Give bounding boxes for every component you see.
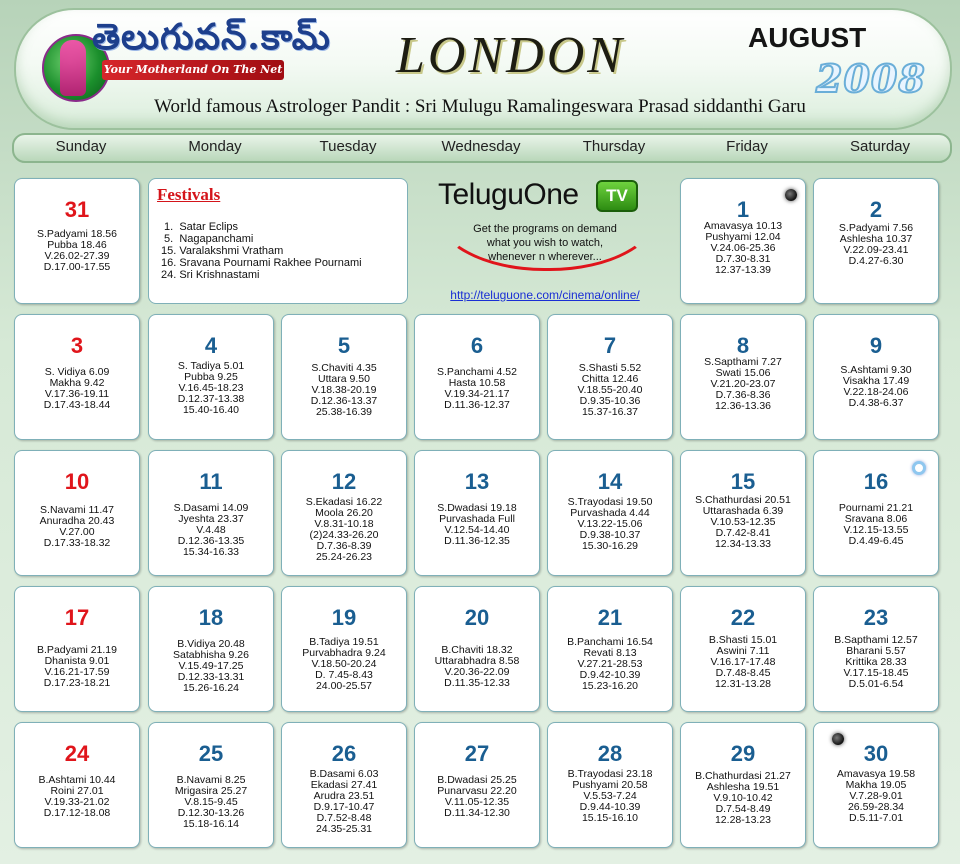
day-number: 3 — [70, 333, 84, 358]
day-panchang: S.Padyami 18.56 Pubba 18.46 V.26.02-27.39 D.17.00-17.55 — [37, 228, 117, 273]
day-number: 30 — [863, 741, 889, 766]
new-moon-icon — [785, 189, 797, 201]
year-title: 2008 — [816, 56, 926, 101]
day-cell[interactable] — [547, 586, 673, 712]
weekday-label: Monday — [188, 138, 242, 155]
astrologer-credit: World famous Astrologer Pandit : Sri Mulugu Ramalingeswara Prasad siddanthi Garu — [154, 96, 806, 117]
day-number: 1 — [736, 197, 750, 222]
day-number: 12 — [331, 469, 357, 494]
day-panchang: B.Navami 8.25 Mrigasira 25.27 V.8.15-9.45 D.12.30-13.26 15.18-16.14 — [174, 774, 248, 830]
day-number: 9 — [869, 333, 883, 358]
day-panchang: S.Chathurdasi 20.51 Uttarashada 6.39 V.10.53-12.35 D.7.42-8.41 12.34-13.33 — [695, 494, 791, 550]
full-moon-icon — [912, 461, 926, 475]
day-cell[interactable] — [281, 586, 407, 712]
festival-item: 24. Sri Krishnastami — [161, 269, 260, 281]
festivals-box — [148, 178, 408, 304]
festival-item: 1. Satar Eclips — [161, 221, 239, 233]
day-cell[interactable] — [148, 314, 274, 440]
day-panchang: S.Dasami 14.09 Jyeshta 23.37 V.4.48 D.12.36-13.35 15.34-16.33 — [173, 502, 249, 558]
day-cell[interactable] — [680, 722, 806, 848]
day-number: 10 — [64, 469, 90, 494]
day-number: 24 — [64, 741, 90, 766]
day-number: 29 — [730, 741, 756, 766]
day-panchang: S.Ashtami 9.30 Visakha 17.49 V.22.18-24.06 D.4.38-6.37 — [840, 364, 912, 409]
day-number: 15 — [730, 469, 756, 494]
day-cell[interactable] — [680, 178, 806, 304]
festivals-title: Festivals — [157, 185, 221, 204]
dancer-logo-icon — [60, 40, 86, 96]
day-panchang: B.Dwadasi 25.25 Punarvasu 22.20 V.11.05-12.35 D.11.34-12.30 — [437, 774, 517, 819]
day-panchang: Amavasya 19.58 Makha 19.05 V.7.28-9.01 26.59-28.34 D.5.11-7.01 — [836, 768, 916, 824]
day-panchang: B.Ashtami 10.44 Roini 27.01 V.19.33-21.02 D.17.12-18.08 — [38, 774, 116, 819]
day-cell[interactable] — [813, 314, 939, 440]
day-cell[interactable] — [813, 178, 939, 304]
day-cell[interactable] — [14, 314, 140, 440]
site-logo-text[interactable]: తెలుగువన్.కామ్ — [92, 16, 331, 58]
day-cell[interactable] — [281, 314, 407, 440]
weekday-label: Sunday — [55, 138, 107, 155]
weekday-label: Tuesday — [319, 138, 377, 155]
teluguone-tv-promo[interactable] — [414, 178, 676, 304]
day-panchang: B.Trayodasi 23.18 Pushyami 20.58 V.5.53-7.24 D.9.44-10.39 15.15-16.10 — [567, 768, 653, 824]
day-number: 31 — [64, 197, 90, 222]
day-panchang: B.Panchami 16.54 Revati 8.13 V.27.21-28.53 D.9.42-10.39 15.23-16.20 — [567, 636, 653, 692]
day-cell[interactable] — [547, 722, 673, 848]
day-cell[interactable] — [148, 586, 274, 712]
day-panchang: B.Chathurdasi 21.27 Ashlesha 19.51 V.9.10-10.42 D.7.54-8.49 12.28-13.23 — [695, 770, 791, 826]
day-cell[interactable] — [14, 722, 140, 848]
day-panchang: S.Ekadasi 16.22 Moola 26.20 V.8.31-10.18 (2)24.33-26.20 D.7.36-8.39 25.24-26.23 — [305, 496, 383, 563]
day-cell[interactable] — [813, 722, 939, 848]
day-number: 5 — [337, 333, 351, 358]
day-panchang: B.Shasti 15.01 Aswini 7.11 V.16.17-17.48 D.7.48-8.45 12.31-13.28 — [708, 634, 778, 690]
day-panchang: S.Sapthami 7.27 Swati 15.06 V.21.20-23.07 D.7.36-8.36 12.36-13.36 — [704, 356, 782, 412]
new-moon-icon — [832, 733, 844, 745]
day-number: 2 — [869, 197, 883, 222]
festival-item: 16. Sravana Pournami Rakhee Pournami — [161, 257, 362, 269]
day-cell[interactable] — [547, 450, 673, 576]
promo-text: Get the programs on demand what you wish to watch, whenever n wherever... — [473, 223, 617, 263]
day-number: 27 — [464, 741, 490, 766]
day-cell[interactable] — [813, 586, 939, 712]
festival-item: 15. Varalakshmi Vratham — [161, 245, 284, 257]
day-number: 6 — [470, 333, 484, 358]
day-cell[interactable] — [14, 586, 140, 712]
promo-link[interactable]: http://teluguone.com/cinema/online/ — [450, 288, 640, 302]
weekday-label: Friday — [726, 138, 768, 155]
day-cell[interactable] — [281, 722, 407, 848]
day-number: 28 — [597, 741, 623, 766]
day-number: 4 — [204, 333, 218, 358]
day-panchang: B.Sapthami 12.57 Bharani 5.57 Krittika 28.33 V.17.15-18.45 D.5.01-6.54 — [834, 634, 918, 690]
weekday-label: Saturday — [849, 138, 911, 155]
day-cell[interactable] — [813, 450, 939, 576]
city-title: LONDON — [396, 27, 625, 84]
day-number: 8 — [736, 333, 750, 358]
day-panchang: S. Tadiya 5.01 Pubba 9.25 V.16.45-18.23 D.12.37-13.38 15.40-16.40 — [177, 360, 245, 416]
day-cell[interactable] — [547, 314, 673, 440]
day-number: 17 — [64, 605, 90, 630]
day-panchang: B.Padyami 21.19 Dhanista 9.01 V.16.21-17.59 D.17.23-18.21 — [37, 644, 117, 689]
day-panchang: B.Chaviti 18.32 Uttarabhadra 8.58 V.20.36-22.09 D.11.35-12.33 — [434, 644, 520, 689]
day-number: 23 — [863, 605, 889, 630]
day-number: 26 — [331, 741, 357, 766]
day-cell[interactable] — [148, 722, 274, 848]
day-number: 13 — [464, 469, 490, 494]
teluguone-brand[interactable]: TeluguOne — [438, 178, 579, 211]
day-panchang: B.Vidiya 20.48 Satabhisha 9.26 V.15.49-17.25 D.12.33-13.31 15.26-16.24 — [173, 638, 249, 694]
day-panchang: S.Padyami 7.56 Ashlesha 10.37 V.22.09-23.41 D.4.27-6.30 — [838, 222, 914, 267]
day-cell[interactable] — [281, 450, 407, 576]
festival-item: 5. Nagapanchami — [161, 233, 254, 245]
day-cell[interactable] — [414, 722, 540, 848]
festivals-list — [161, 221, 362, 281]
day-panchang: S. Vidiya 6.09 Makha 9.42 V.17.36-19.11 D.17.43-18.44 — [43, 366, 111, 411]
day-cell[interactable] — [148, 450, 274, 576]
day-panchang: B.Tadiya 19.51 Purvabhadra 9.24 V.18.50-20.24 D. 7.45-8.43 24.00-25.57 — [302, 636, 386, 692]
day-number: 20 — [464, 605, 490, 630]
day-number: 14 — [597, 469, 623, 494]
day-number: 19 — [331, 605, 357, 630]
day-cell[interactable] — [14, 178, 140, 304]
day-number: 25 — [198, 741, 224, 766]
day-number: 21 — [597, 605, 623, 630]
day-panchang: B.Dasami 6.03 Ekadasi 27.41 Arudra 23.51 D.9.17-10.47 D.7.52-8.48 24.35-25.31 — [309, 768, 379, 835]
day-cell[interactable] — [14, 450, 140, 576]
day-number: 11 — [199, 469, 223, 494]
day-cell[interactable] — [414, 586, 540, 712]
day-panchang: S.Navami 11.47 Anuradha 20.43 V.27.00 D.17.33-18.32 — [39, 504, 115, 549]
day-panchang: S.Dwadasi 19.18 Purvashada Full V.12.54-14.40 D.11.36-12.35 — [437, 502, 517, 547]
day-panchang: Pournami 21.21 Sravana 8.06 V.12.15-13.55 D.4.49-6.45 — [838, 502, 914, 547]
day-panchang: S.Chaviti 4.35 Uttara 9.50 V.18.38-20.19 D.12.36-13.37 25.38-16.39 — [310, 362, 378, 418]
day-number: 22 — [730, 605, 756, 630]
day-cell[interactable] — [414, 450, 540, 576]
day-number: 16 — [863, 469, 889, 494]
month-title: AUGUST — [748, 22, 867, 53]
weekday-label: Wednesday — [441, 138, 521, 155]
day-panchang: S.Shasti 5.52 Chitta 12.46 V.18.55-20.40 D.9.35-10.36 15.37-16.37 — [577, 362, 643, 418]
day-cell[interactable] — [680, 586, 806, 712]
day-panchang: Amavasya 10.13 Pushyami 12.04 V.24.06-25.36 D.7.30-8.31 12.37-13.39 — [703, 220, 783, 276]
tv-badge-icon: TV — [596, 180, 638, 212]
weekday-label: Thursday — [582, 138, 646, 155]
day-number: 7 — [603, 333, 617, 358]
day-cell[interactable] — [680, 314, 806, 440]
day-panchang: S.Trayodasi 19.50 Purvashada 4.44 V.13.22-15.06 D.9.38-10.37 15.30-16.29 — [567, 496, 653, 552]
day-cell[interactable] — [680, 450, 806, 576]
day-number: 18 — [198, 605, 224, 630]
day-cell[interactable] — [414, 314, 540, 440]
day-panchang: S.Panchami 4.52 Hasta 10.58 V.19.34-21.17 D.11.36-12.37 — [437, 366, 517, 411]
site-tagline: Your Motherland On The Net — [102, 60, 284, 80]
